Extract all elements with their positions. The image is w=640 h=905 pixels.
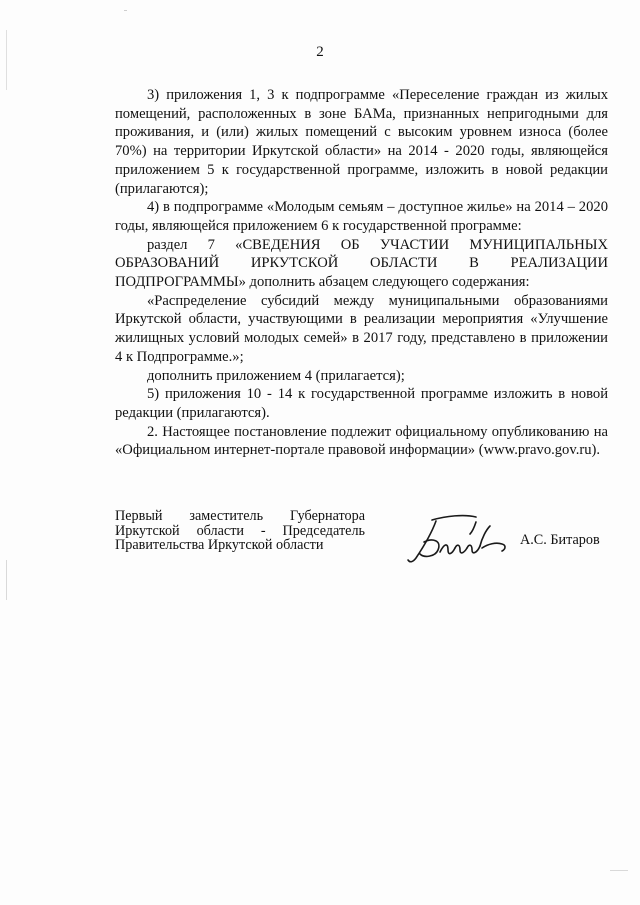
paragraph-publication: 2. Настоящее постановление подлежит официальному опубликованию на «Официальном интернет-портале правовой информации» (www.pravo.gov.ru). <box>115 423 608 459</box>
page-number: 2 <box>316 44 324 60</box>
scan-artifact <box>6 30 7 90</box>
paragraph-section-7: раздел 7 «СВЕДЕНИЯ ОБ УЧАСТИИ МУНИЦИПАЛЬНЫХ ОБРАЗОВАНИЙ ИРКУТСКОЙ ОБЛАСТИ В РЕАЛИЗАЦИИ ПОДПРОГРАММЫ» дополнить абзацем следующего содержания: <box>115 236 608 291</box>
paragraph-add-appendix: дополнить приложением 4 (прилагается); <box>147 367 405 384</box>
scan-artifact <box>610 870 628 871</box>
scan-artifact <box>124 10 127 11</box>
position-line: Иркутской области - Председатель <box>115 522 365 539</box>
signatory-position <box>115 509 365 553</box>
paragraph-item-3: 3) приложения 1, 3 к подпрограмме «Переселение граждан из жилых помещений, расположенных в зоне БАМа, признанных непригодными для проживания, и (или) жилых помещений с высоким уровнем износа (более 70%) на территории Иркутской области» на 2014 - 2020 годы, являющейся приложением 5 к государственной программе, изложить в новой редакции (прилагаются); <box>115 87 608 197</box>
document-body <box>115 86 608 460</box>
handwritten-signature <box>402 508 512 568</box>
position-line: Первый заместитель Губернатора <box>115 508 365 524</box>
signer-name: А.С. Битаров <box>520 532 600 548</box>
paragraph-quote-distribution: «Распределение субсидий между муниципальными образованиями Иркутской области, участвующими в реализации мероприятия «Улучшение жилищных условий молодых семей» в 2017 году, представлено в приложении 4 к Подпрограмме.»; <box>115 292 608 365</box>
position-line: Правительства Иркутской области <box>115 537 324 554</box>
paragraph-item-5: 5) приложения 10 - 14 к государственной программе изложить в новой редакции (прилагаются). <box>115 386 608 421</box>
paragraph-item-4: 4) в подпрограмме «Молодым семьям – доступное жилье» на 2014 – 2020 годы, являющейся приложением 6 к государственной программе: <box>115 199 608 234</box>
scan-artifact <box>6 560 7 600</box>
